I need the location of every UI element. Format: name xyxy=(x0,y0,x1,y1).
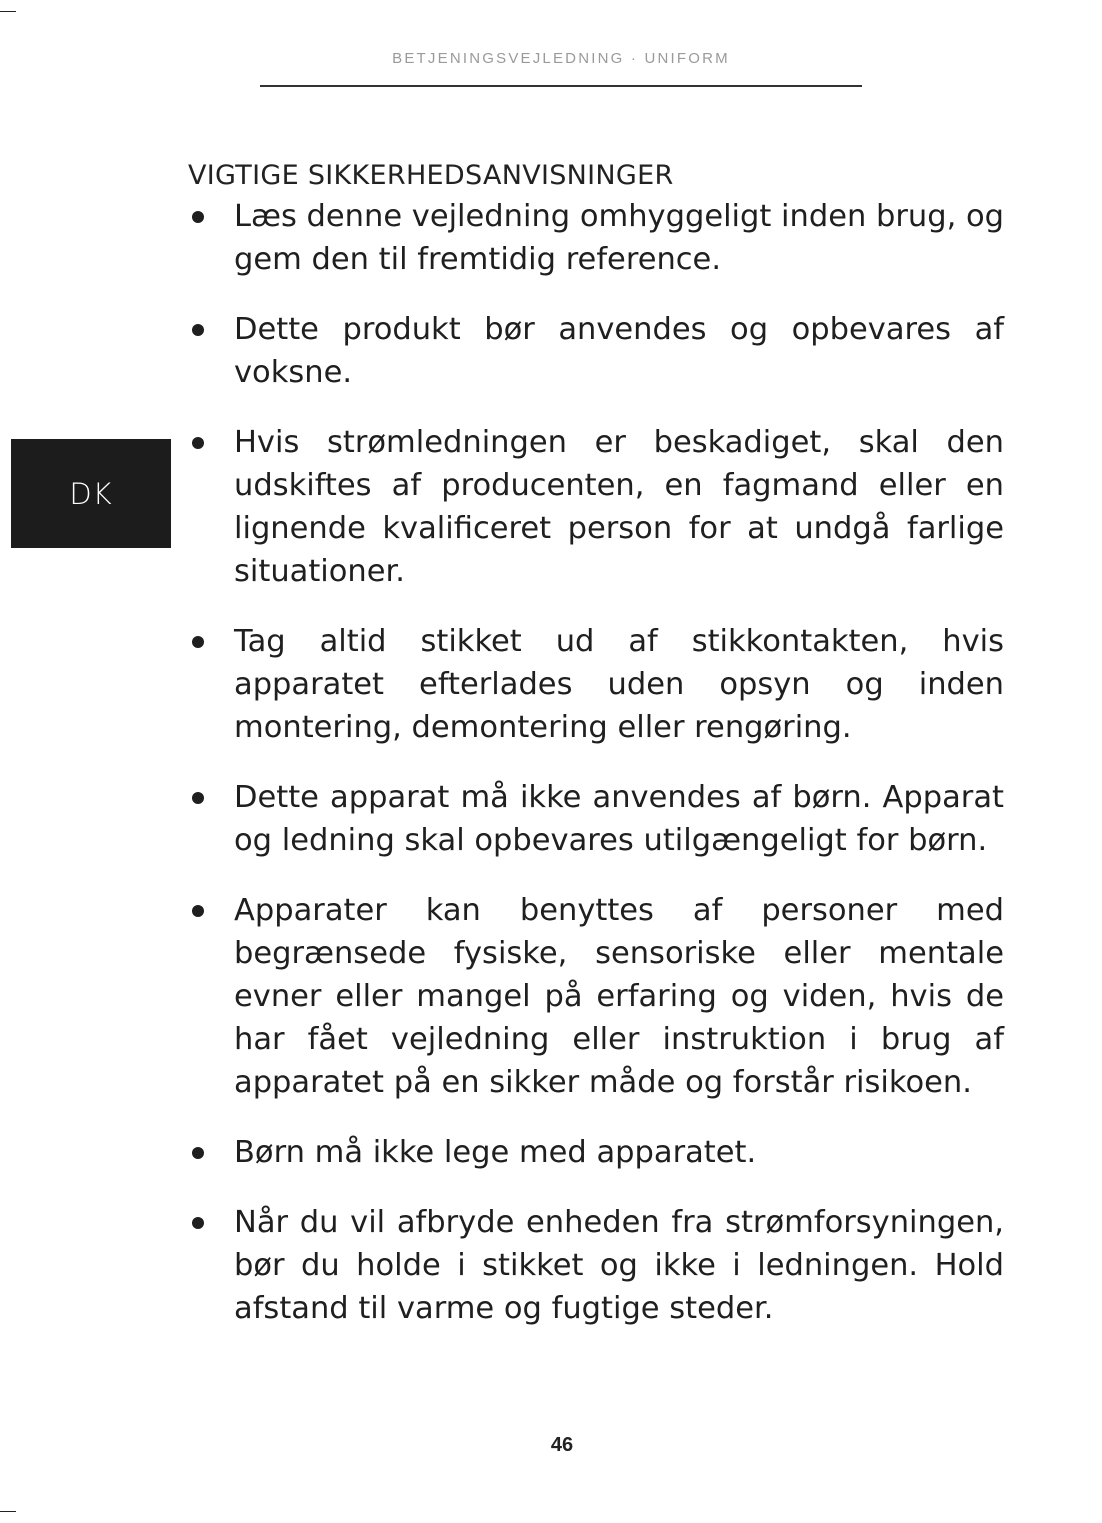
bullet-icon xyxy=(192,324,204,336)
list-item xyxy=(188,889,1004,1104)
bullet-icon xyxy=(192,211,204,223)
list-item xyxy=(188,776,1004,862)
list-item-text: Tag altid stikket ud af stikkontakten, hvis apparatet efterlades uden opsyn og inden montering, demontering eller rengøring. xyxy=(234,624,1004,745)
list-item-text: Hvis strømledningen er beskadiget, skal den udskiftes af producenten, en fagmand eller en lignende kvalificeret person for at undgå farlige situationer. xyxy=(234,425,1004,589)
bullet-icon xyxy=(192,792,204,804)
bullet-icon xyxy=(192,1217,204,1229)
list-item-text: Dette apparat må ikke anvendes af børn. Apparat og ledning skal opbevares utilgængeligt for børn. xyxy=(234,780,1004,858)
crop-mark-bottom xyxy=(0,1511,16,1512)
list-item xyxy=(188,308,1004,394)
running-header: BETJENINGSVEJLEDNING · UNIFORM xyxy=(392,50,730,67)
bullet-icon xyxy=(192,636,204,648)
list-item xyxy=(188,1201,1004,1330)
safety-instructions-list xyxy=(188,195,1004,1357)
bullet-icon xyxy=(192,905,204,917)
bullet-icon xyxy=(192,437,204,449)
language-tab: DK xyxy=(11,439,171,548)
list-item xyxy=(188,195,1004,281)
list-item xyxy=(188,1131,1004,1174)
header-divider xyxy=(260,85,862,87)
list-item-text: Dette produkt bør anvendes og opbevares af voksne. xyxy=(234,312,1004,390)
list-item-text: Børn må ikke lege med apparatet. xyxy=(234,1135,757,1170)
list-item-text: Når du vil afbryde enheden fra strømforsyningen, bør du holde i stikket og ikke i ledningen. Hold afstand til varme og fugtige steder. xyxy=(234,1205,1004,1326)
list-item-text: Læs denne vejledning omhyggeligt inden brug, og gem den til fremtidig reference. xyxy=(234,199,1005,277)
list-item xyxy=(188,620,1004,749)
section-title: VIGTIGE SIKKERHEDSANVISNINGER xyxy=(188,160,674,192)
list-item-text: Apparater kan benyttes af personer med begrænsede fysiske, sensoriske eller mentale evner eller mangel på erfaring og viden, hvis de har fået vejledning eller instruktion i brug af apparatet på en sikker måde og forstår risikoen. xyxy=(234,893,1004,1100)
list-item xyxy=(188,421,1004,593)
crop-mark-top xyxy=(0,11,16,12)
bullet-icon xyxy=(192,1147,204,1159)
page-number: 46 xyxy=(550,1434,574,1456)
